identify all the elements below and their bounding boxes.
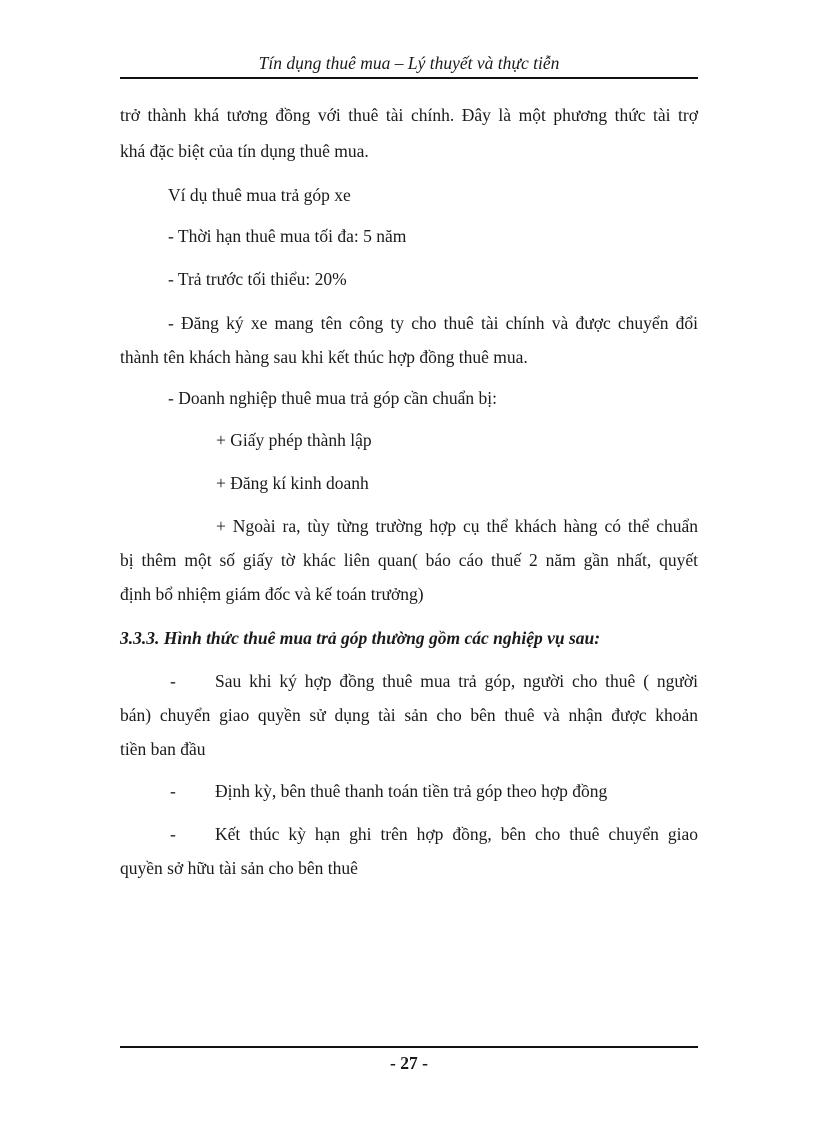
step-item [120,823,698,845]
dash-bullet: - [170,671,176,691]
page-number: - 27 - [390,1053,428,1073]
running-header-title: Tín dụng thuê mua – Lý thuyết và thực tiễn [258,53,560,73]
step-continuation: bán) chuyển giao quyền sử dụng tài sản cho bên thuê và nhận được khoản [120,705,698,725]
example-title: Ví dụ thuê mua trả góp xe [168,185,351,205]
footer-divider [120,1046,698,1048]
step-text: Định kỳ, bên thuê thanh toán tiền trả góp theo hợp đồng [215,781,608,801]
registration-line: thành tên khách hàng sau khi kết thúc hợp đồng thuê mua. [120,347,528,367]
list-item: + Ngoài ra, tùy từng trường hợp cụ thể khách hàng có thể chuẩn [216,516,698,536]
step-text: Sau khi ký hợp đồng thuê mua trả góp, người cho thuê ( người [215,671,698,691]
registration-line: - Đăng ký xe mang tên công ty cho thuê tài chính và được chuyển đổi [168,313,698,333]
header-divider [120,77,698,79]
prepare-line: - Doanh nghiệp thuê mua trả góp cần chuẩn bị: [168,388,497,408]
paragraph-line: trở thành khá tương đồng với thuê tài chính. Đây là một phương thức tài trợ [120,105,698,125]
paragraph-line: khá đặc biệt của tín dụng thuê mua. [120,141,369,161]
step-item [120,780,698,802]
section-heading: 3.3.3. Hình thức thuê mua trả góp thường gồm các nghiệp vụ sau: [120,628,601,648]
list-item-continuation: định bổ nhiệm giám đốc và kế toán trưởng) [120,584,424,604]
step-continuation: quyền sở hữu tài sản cho bên thuê [120,858,358,878]
step-text: Kết thúc kỳ hạn ghi trên hợp đồng, bên cho thuê chuyển giao [215,824,698,844]
example-term: - Thời hạn thuê mua tối đa: 5 năm [168,226,407,246]
example-prepay: - Trả trước tối thiểu: 20% [168,269,347,289]
list-item: + Đăng kí kinh doanh [216,473,369,493]
step-continuation: tiền ban đầu [120,739,206,759]
dash-bullet: - [170,824,176,844]
list-item-continuation: bị thêm một số giấy tờ khác liên quan( báo cáo thuế 2 năm gần nhất, quyết [120,550,698,570]
dash-bullet: - [170,781,176,801]
list-item: + Giấy phép thành lập [216,430,372,450]
step-item [120,670,698,692]
